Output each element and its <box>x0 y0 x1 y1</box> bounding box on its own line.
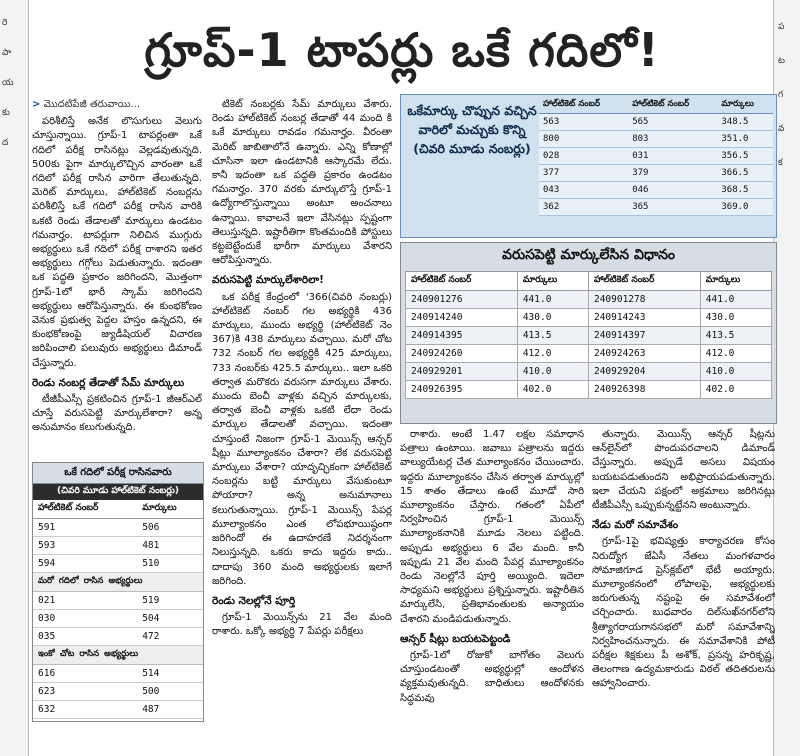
paragraph: గ్రూప్-1పై భవిష్యత్తు కార్యాచరణ కోసం నిరుద్యోగ జేఏసీ నేతలు మంగళవారం సోమాజిగూడ ప్రెస్‌క్లబ్‌లో భేటీ అయ్యారు. మూల్యాంకనంలో లోపాలపై, అభ్యర్థులకు జరుగుతున్న నష్టంపై ఈ సమావేశంలో చర్చించారు. బుధవారం దిల్‌సుఖ్‌నగర్‌లోని శ్రీత్యాగరాయగానసభలో మరో సమావేశాన్ని నిర్వహించనున్నారు. ఈ సమావేశానికి పోటీ పరీక్షల శిక్షకులు పీ అశోక్, ప్రసన్న హరికృష్ణ, తెలంగాణ ఉద్యమకారుడు విఠల్ తదితరులను ఆహ్వానించారు. <box>592 536 775 690</box>
article-column-2 <box>212 98 392 720</box>
column-header: హాల్‌టికెట్ నంబర్ <box>33 500 137 519</box>
ticket-cell: 591 <box>33 519 137 537</box>
marks-cell: 430.0 <box>517 309 588 327</box>
marks-cell: 500 <box>137 683 203 701</box>
side-text: ప <box>778 22 785 32</box>
ticket-cell: 377 <box>539 165 628 182</box>
sequential-marks-table <box>405 271 772 399</box>
marks-cell: 412.0 <box>517 345 588 363</box>
marks-cell: 506 <box>137 519 203 537</box>
table-row <box>33 537 203 555</box>
table-row <box>539 199 773 216</box>
column-header: హాల్‌టికెట్ నంబర్ <box>406 272 518 291</box>
subheading: ఆన్సర్ షీట్లు బయటపెట్టండి <box>400 632 511 645</box>
ticket-cell: 240929204 <box>588 363 700 381</box>
group-label: ఇంకో చోట రాసిన అభ్యర్థులు <box>33 646 203 665</box>
table-row <box>539 114 773 131</box>
marks-cell: 413.5 <box>700 327 771 345</box>
ticket-cell: 240914240 <box>406 309 518 327</box>
side-text: ట <box>778 56 785 66</box>
side-text: కు <box>2 108 10 118</box>
adjacent-column-left <box>0 0 29 756</box>
paragraph: టీజీపీఎస్సీ ప్రకటించిన గ్రూప్-1 జీఆర్‌ఎల్ చూస్తే వరుసపెట్టి మార్కులేశారా? అన్న అనుమానం కలుగుతున్నది. <box>32 394 202 434</box>
marks-cell: 412.0 <box>700 345 771 363</box>
same-marks-table-box <box>400 94 777 238</box>
paragraph: గ్రూప్-1 మెయిన్స్‌ను 21 వేల మంది రాశారు. ఒక్కో అభ్యర్థి 7 పేపర్లు పరీక్షలు <box>212 612 392 638</box>
group-label-row <box>33 646 203 665</box>
sequential-marks-table-box <box>400 242 777 424</box>
ticket-cell: 031 <box>628 148 717 165</box>
ticket-cell: 803 <box>628 131 717 148</box>
marks-cell: 510 <box>137 555 203 573</box>
marks-cell: 368.5 <box>717 182 773 199</box>
group-label-row <box>33 573 203 592</box>
table-row <box>33 683 203 701</box>
ticket-cell: 632 <box>33 701 137 719</box>
subheading: నేడు మరో సమావేశం <box>592 519 679 532</box>
side-text: వ <box>778 124 785 134</box>
marks-cell: 369.0 <box>717 199 773 216</box>
ticket-cell: 563 <box>539 114 628 131</box>
box-title: వరుసపెట్టి మార్కులేసిన విధానం <box>501 247 676 263</box>
subheading: రెండు నంబర్ల తేడాతో సేమ్ మార్కులు <box>32 376 185 389</box>
article-column-1 <box>32 98 202 458</box>
ticket-cell: 030 <box>33 610 137 628</box>
ticket-cell: 240926395 <box>406 381 518 399</box>
ticket-cell: 043 <box>539 182 628 199</box>
marks-cell: 366.5 <box>717 165 773 182</box>
table-row <box>33 519 203 537</box>
table-row <box>406 381 772 399</box>
ticket-cell: 379 <box>628 165 717 182</box>
table-row <box>539 131 773 148</box>
ticket-cell: 365 <box>628 199 717 216</box>
kicker-text: మొదటిపేజీ తరువాయి... <box>43 99 141 110</box>
side-text: గ <box>778 90 784 100</box>
ticket-cell: 021 <box>33 592 137 610</box>
marks-cell: 487 <box>137 701 203 719</box>
paragraph: పరిశీలిస్తే అనేక లొసుగులు వెలుగు చూస్తున్నాయి. గ్రూప్-1 టాపర్లంతా ఒకే గదిలో పరీక్ష రాసినట్లు వెల్లడవుతున్నది. 500కు పైగా మార్కులొచ్చిన వారంతా ఒకే గదిలో పరీక్ష రాసిన వారిగా తేలుతున్నది. మెరిట్ మార్కులు, హాల్‌టికెట్ నంబర్లను పరిశీలిస్తే ఒకే గదిలో పరీక్ష రాసిన వారికి ఒకటి రెండు తేడాలతో మార్కులు ఉండటం గమనార్హం. టాపర్లుగా నిలిచిన ముగ్గురు అభ్యర్థులు ఒకే గదిలో పరీక్ష రాశారని ఇతర అభ్యర్థులు గగ్గోలు పెడుతున్నారు. ఇదంతా ఒక పద్ధతి ప్రకారం జరిగిందని, మొత్తంగా గ్రూప్-1లో భారీ స్కామ్ జరిగిందని అభ్యర్థులు ఆరోపిస్తున్నారు. ఈ కుంభకోణం వెనుక ప్రభుత్వ పెద్దల హస్తం ఉన్నదని, ఈ కుంభకోణంపై జ్యుడీషియల్ విచారణ జరిపించాలి పలువురు అభ్యర్థులు డిమాండ్ చేస్తున్నారు. <box>32 116 202 369</box>
same-room-table-box <box>32 462 204 722</box>
ticket-cell: 240924263 <box>588 345 700 363</box>
table-row <box>33 628 203 646</box>
ticket-cell: 594 <box>33 555 137 573</box>
ticket-cell: 240926398 <box>588 381 700 399</box>
ticket-cell: 240901278 <box>588 291 700 309</box>
side-text: ద <box>2 138 9 148</box>
table-row <box>406 345 772 363</box>
box-title: ఒకేమార్కు చొప్పున వచ్చిన వారిలో మచ్చుకు కొన్ని (చివరి మూడు నంబర్లు) <box>407 103 537 156</box>
column-header: హాల్‌టికెట్ నంబర్ <box>628 97 717 114</box>
same-room-table <box>33 500 203 719</box>
group-label: మరో గదిలో రాసిన అభ్యర్థులు <box>33 573 203 592</box>
arrow-icon: > <box>32 99 41 110</box>
column-header: హాల్‌టికెట్ నంబర్ <box>588 272 700 291</box>
ticket-cell: 240914395 <box>406 327 518 345</box>
marks-cell: 410.0 <box>517 363 588 381</box>
marks-cell: 402.0 <box>700 381 771 399</box>
side-text: రె <box>2 18 8 28</box>
box-subtitle: (చివరి మూడు హాల్‌టికెట్ నంబర్లు) <box>33 484 203 500</box>
ticket-cell: 028 <box>539 148 628 165</box>
side-text: య <box>2 78 14 88</box>
marks-cell: 441.0 <box>517 291 588 309</box>
ticket-cell: 616 <box>33 665 137 683</box>
table-row <box>406 327 772 345</box>
marks-cell: 504 <box>137 610 203 628</box>
ticket-cell: 240914243 <box>588 309 700 327</box>
marks-cell: 348.5 <box>717 114 773 131</box>
adjacent-column-right <box>773 0 800 756</box>
paragraph: తున్నారు. మెయిన్స్ ఆన్సర్ షీట్లను ఆన్‌లైన్‌లో పొందుపరచాలని డిమాండ్ చేస్తున్నారు. అప్పుడే అసలు విషయం బయటపడుతుందని అభిప్రాయపడుతున్నారు. ఇలా చేయని పక్షంలో అక్రమాలు జరిగినట్లు టీజీపీఎస్సీ ఒప్పుకున్నట్టేనని అంటున్నారు. <box>592 429 775 512</box>
ticket-cell: 623 <box>33 683 137 701</box>
ticket-cell: 240914397 <box>588 327 700 345</box>
marks-cell: 413.5 <box>517 327 588 345</box>
paragraph: రాశారు. అంటే 1.47 లక్షల సమాధాన పత్రాలు ఉంటాయి. జవాబు పత్రాలను ఇద్దరు వాల్యుయేటర్ల చేత మూల్యాంకనం చేయించారు. ఇద్దరు మూల్యాంకనం చేసిన తర్వాత మార్కుల్లో 15 శాతం తేడాలు ఉంటే మూడో సారి మూల్యాంకనం చేస్తారు. గతంలో ఏపీలో నిర్వహించిన గ్రూప్-1 మెయిన్స్ మూల్యాంకనానికి మూడు నెలలు పట్టింది. అప్పుడు అభ్యర్థులు 6 వేల మంది. కానీ ఇప్పుడు 21 వేల మంది పేపర్ల మూల్యాంకనం రెండు నెలల్లోనే పూర్తి అయ్యింది. ఇదెలా సాధ్యమని అభ్యర్థులు ప్రశ్నిస్తున్నారు. ఇష్టారీతిన మార్కులేసి, ప్రతిభావంతులకు అన్యాయం చేశారని మండిపడుతున్నారు. <box>400 429 584 625</box>
paragraph: గ్రూప్-1లో రోజుకో బాగోతం వెలుగు చూస్తుండటంతో అభ్యర్థుల్లో ఆందోళన వ్యక్తమవుతున్నది. బాధితులు ఆందోళనకు సిద్ధమవు <box>400 650 584 704</box>
ticket-cell: 362 <box>539 199 628 216</box>
table-row <box>539 182 773 199</box>
marks-cell: 402.0 <box>517 381 588 399</box>
table-row <box>33 592 203 610</box>
table-row <box>406 291 772 309</box>
ticket-cell: 240924260 <box>406 345 518 363</box>
ticket-cell: 240901276 <box>406 291 518 309</box>
ticket-cell: 046 <box>628 182 717 199</box>
marks-cell: 356.5 <box>717 148 773 165</box>
table-row <box>406 363 772 381</box>
marks-cell: 514 <box>137 665 203 683</box>
same-marks-table <box>539 97 773 216</box>
column-header: హాల్‌టికెట్ నంబర్ <box>539 97 628 114</box>
paragraph: టికెట్ నంబర్లకు సేమ్ మార్కులు వేశారు. రెండు హాల్‌టికెట్ నంబర్ల తేడాతో 44 మంది కి ఒకే మార్కులు రావడం గమనార్హం. వీరంతా మెరిట్ జాబితాలోనే ఉన్నారు. ఎన్ని కోణాల్లో చూసినా ఇలా ఉండటానికి ఆస్కారమే లేదు. కానీ ఇదంతా ఒక పద్ధతి ప్రకారం ఉండటం గమనార్హం. 370 వరకు మార్కులొస్తే గ్రూప్-1 ఉద్యోగాలొస్తున్నాయి అంటూ అంచనాలు ఉన్నాయి. కావాలనే ఇలా వేసినట్లు స్పష్టంగా తెలుస్తున్నది. ఇష్టారీతిగా కొంతమందికి పోస్టులు కట్టబెట్టేందుకే భారీగా మార్కులు వేశారని ఆరోపిస్తున్నారు. <box>212 99 392 267</box>
side-text: క <box>778 158 783 168</box>
table-row <box>33 701 203 719</box>
ticket-cell: 035 <box>33 628 137 646</box>
table-row <box>33 665 203 683</box>
column-header: మార్కులు <box>717 97 773 114</box>
marks-cell: 472 <box>137 628 203 646</box>
ticket-cell: 800 <box>539 131 628 148</box>
article-column-3 <box>400 428 584 720</box>
column-header: మార్కులు <box>517 272 588 291</box>
table-row <box>539 148 773 165</box>
marks-cell: 410.0 <box>700 363 771 381</box>
article-column-4 <box>592 428 775 720</box>
subheading: వరుసపెట్టి మార్కులేశారిలా! <box>212 274 324 287</box>
table-row <box>33 555 203 573</box>
side-text: పా <box>2 48 12 58</box>
marks-cell: 430.0 <box>700 309 771 327</box>
table-row <box>539 165 773 182</box>
paragraph: ఒక పరీక్ష కేంద్రంలో '366(చివరి నంబర్లు) హాల్‌టికెట్ నంబర్ గల అభ్యర్థికి 436 మార్కులు, ముందు అభ్యర్థి (హాల్‌టికెట్ నెం 367)కి 438 మార్కులు వచ్చాయి. మరో చోట 732 నంబర్ గల అభ్యర్థికి 425 మార్కులు, 733 నంబర్‌కు 425.5 మార్కులు.. ఇలా ఒకరి తర్వాత మరొకరు వరుసగా మార్కులు వేశారు. ముందు బెంచీ వాళ్లకు వచ్చిన మార్కులకు, తర్వాత బెంచీ వాళ్లకు ఒకటి లేదా రెండు మార్కుల తేడాలతో వచ్చాయి. ఇదంతా చూస్తుంటే నిజంగా గ్రూప్-1 మెయిన్స్ ఆన్సర్ షీట్లు మూల్యాంకనం చేశారా? లేక వరుసపెట్టి మార్కులు వేశారా? యాదృచ్ఛికంగా హాల్‌టికెట్ నంబర్లను బట్టి మార్కులు వేసుకుంటూ పోయారా? అన్న అనుమానాలు కలుగుతున్నాయి. గ్రూప్-1 మెయిన్స్ పేపర్ల మూల్యాంకనం ఎంత లోపభూయిష్ఠంగా జరిగిందో ఈ ఉదాహరణే నిదర్శనంగా నిలుస్తున్నది. ఒకరు కాదు ఇద్దరు కాదు.. దాదాపు 360 మంది అభ్యర్థులకు ఇలాగే జరిగింది. <box>212 291 392 587</box>
ticket-cell: 593 <box>33 537 137 555</box>
marks-cell: 481 <box>137 537 203 555</box>
box-title: ఒకే గదిలో పరీక్ష రాసినవారు <box>33 463 203 484</box>
column-header: మార్కులు <box>137 500 203 519</box>
table-row <box>33 610 203 628</box>
marks-cell: 519 <box>137 592 203 610</box>
table-row <box>406 309 772 327</box>
ticket-cell: 565 <box>628 114 717 131</box>
ticket-cell: 240929201 <box>406 363 518 381</box>
marks-cell: 441.0 <box>700 291 771 309</box>
headline: గ్రూప్-1 టాపర్లు ఒకే గదిలో! <box>144 23 660 77</box>
subheading: రెండు నెలల్లోనే పూర్తి <box>212 594 296 607</box>
column-header: మార్కులు <box>700 272 771 291</box>
marks-cell: 351.0 <box>717 131 773 148</box>
continuation-kicker <box>32 98 202 112</box>
